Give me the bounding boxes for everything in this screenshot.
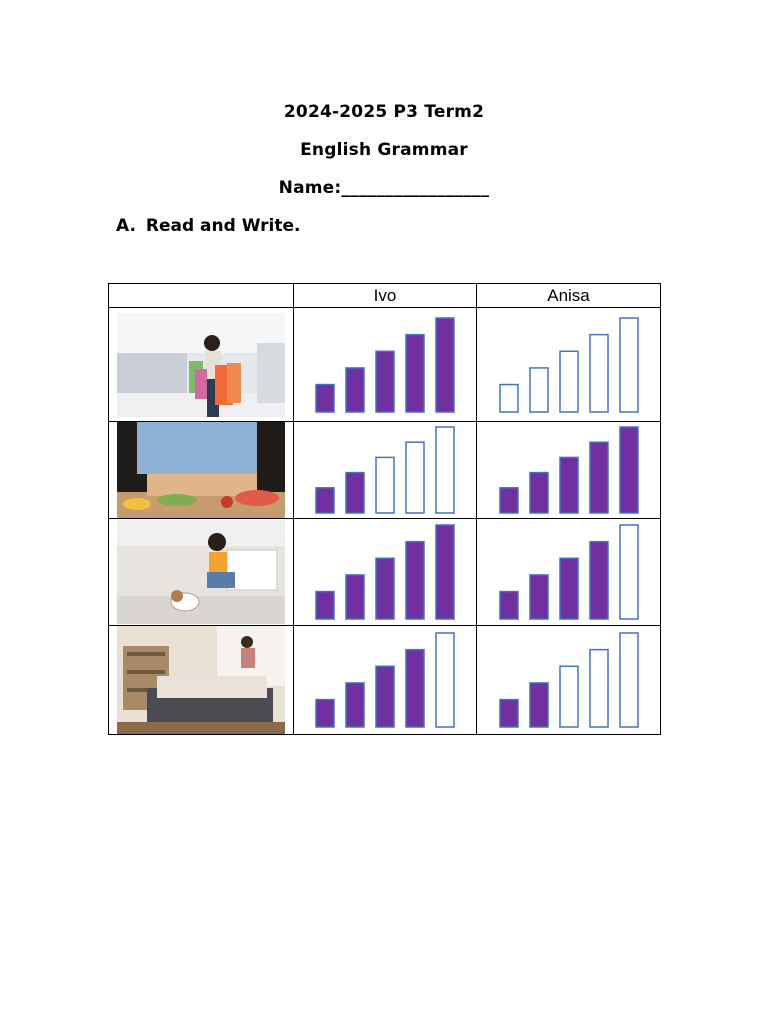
filled-bar [376, 351, 394, 412]
anisa-bars-cell [477, 626, 661, 735]
anisa-bars-cell [477, 519, 661, 626]
header-cell-anisa: Anisa [477, 284, 661, 308]
empty-bar [436, 633, 454, 727]
empty-bar [620, 525, 638, 619]
table-row [109, 308, 661, 422]
filled-bar [316, 700, 334, 727]
empty-bar [530, 367, 548, 411]
filled-bar [346, 367, 364, 411]
empty-bar [620, 318, 638, 412]
filled-bar [406, 334, 424, 411]
frequency-table [108, 283, 661, 735]
anisa-bars-cell [477, 422, 661, 519]
filled-bar [530, 473, 548, 513]
filled-bar [346, 683, 364, 727]
filled-bar [316, 488, 334, 513]
section-number: A. [116, 216, 136, 236]
filled-bar [316, 384, 334, 411]
section-heading [116, 216, 300, 236]
header-cell-ivo: Ivo [294, 284, 477, 308]
name-line [0, 178, 768, 198]
worksheet-subject-title: English Grammar [300, 140, 468, 160]
filled-bar [530, 575, 548, 619]
ivo-frequency-bars [305, 316, 465, 414]
filled-bar [436, 525, 454, 619]
anisa-frequency-bars [489, 523, 649, 621]
filled-bar [346, 575, 364, 619]
empty-bar [620, 633, 638, 727]
ivo-frequency-bars [305, 523, 465, 621]
photo-cell [109, 422, 294, 519]
ivo-bars-cell [294, 422, 477, 519]
empty-bar [376, 457, 394, 513]
ivo-frequency-bars [305, 631, 465, 729]
header-cell-blank [109, 284, 294, 308]
filled-bar [560, 558, 578, 619]
cooking-photo [117, 422, 285, 518]
filled-bar [406, 650, 424, 727]
shopping-photo [117, 313, 285, 417]
ivo-bars-cell [294, 626, 477, 735]
photo-cell [109, 308, 294, 422]
name-label: Name: [278, 178, 342, 198]
table-row [109, 519, 661, 626]
filled-bar [346, 473, 364, 513]
empty-bar [560, 666, 578, 727]
name-blank: _________________ [341, 178, 490, 198]
filled-bar [530, 683, 548, 727]
empty-bar [560, 351, 578, 412]
empty-bar [436, 427, 454, 513]
photo-cell [109, 626, 294, 735]
photo-cell [109, 519, 294, 626]
section-instruction: Read and Write. [145, 216, 301, 236]
empty-bar [590, 650, 608, 727]
anisa-frequency-bars [489, 631, 649, 729]
empty-bar [500, 384, 518, 411]
anisa-frequency-bars [489, 425, 649, 515]
filled-bar [590, 542, 608, 619]
empty-bar [406, 442, 424, 513]
filled-bar [620, 427, 638, 513]
worksheet-year-title: 2024-2025 P3 Term2 [283, 102, 485, 122]
filled-bar [560, 457, 578, 513]
filled-bar [376, 558, 394, 619]
pet-care-photo [117, 520, 285, 624]
filled-bar [590, 442, 608, 513]
filled-bar [406, 542, 424, 619]
filled-bar [436, 318, 454, 412]
making-bed-photo [117, 626, 285, 734]
filled-bar [500, 592, 518, 619]
table-header-row [109, 284, 661, 308]
anisa-frequency-bars [489, 316, 649, 414]
filled-bar [376, 666, 394, 727]
filled-bar [500, 700, 518, 727]
table-row [109, 626, 661, 735]
ivo-frequency-bars [305, 425, 465, 515]
filled-bar [500, 488, 518, 513]
ivo-bars-cell [294, 519, 477, 626]
empty-bar [590, 334, 608, 411]
ivo-bars-cell [294, 308, 477, 422]
filled-bar [316, 592, 334, 619]
anisa-bars-cell [477, 308, 661, 422]
table-row [109, 422, 661, 519]
